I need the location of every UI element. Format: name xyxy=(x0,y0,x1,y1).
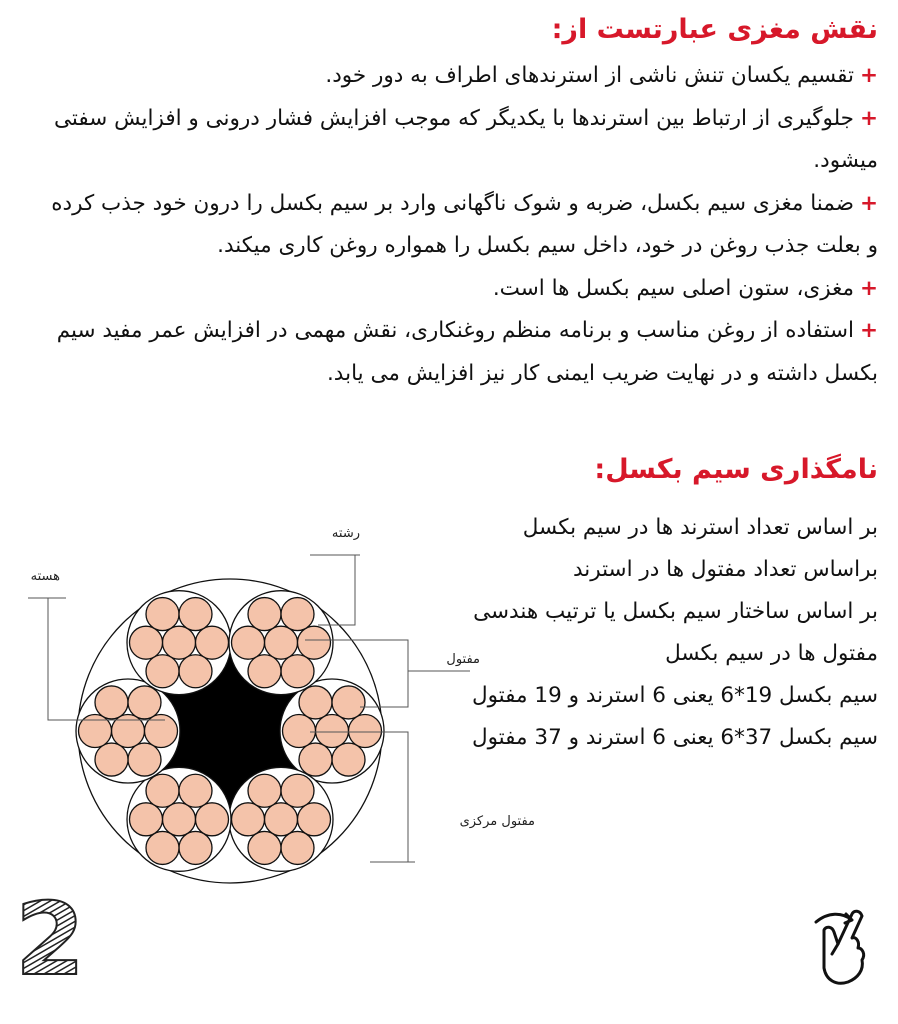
list-item-text: تقسیم یکسان تنش ناشی از استرندهای اطراف به دور خود. xyxy=(325,63,854,88)
wire xyxy=(128,743,161,776)
wire xyxy=(248,831,281,864)
plus-icon: + xyxy=(859,63,878,88)
wire xyxy=(79,715,112,748)
page-number-2-icon xyxy=(14,898,86,978)
wire-rope-cross-section-diagram xyxy=(0,505,560,885)
wire xyxy=(281,655,314,688)
list-item-text: مغزی، ستون اصلی سیم بکسل ها است. xyxy=(492,275,854,301)
naming-item: براساس تعداد مفتول ها در استرند xyxy=(572,557,878,582)
wire xyxy=(146,655,179,688)
wire xyxy=(130,803,163,836)
list-item xyxy=(48,310,878,395)
label-core: هسته xyxy=(30,569,60,584)
list-item xyxy=(48,268,878,311)
list-item-text: جلوگیری از ارتباط بین استرندها با یکدیگر که موجب افزایش فشار درونی و افزایش سفتی میشود. xyxy=(53,105,878,173)
wire xyxy=(281,831,314,864)
wire xyxy=(332,686,365,719)
wire xyxy=(265,626,298,659)
section-title-core-role: نقش مغزی عبارتست از: xyxy=(551,14,878,45)
wire xyxy=(179,655,212,688)
plus-icon: + xyxy=(859,190,878,216)
wire xyxy=(232,803,265,836)
wire xyxy=(232,626,265,659)
section-title-naming: نامگذاری سیم بکسل: xyxy=(594,454,878,485)
wire xyxy=(281,598,314,631)
wire xyxy=(179,774,212,807)
wire xyxy=(299,743,332,776)
naming-item: سیم بکسل 19*6 یعنی 6 استرند و 19 مفتول xyxy=(471,683,878,708)
wire xyxy=(298,803,331,836)
wire xyxy=(146,598,179,631)
naming-item: بر اساس ساختار سیم بکسل یا ترتیب هندسی مفتول ها در سیم بکسل xyxy=(473,599,878,666)
wire xyxy=(196,803,229,836)
wire xyxy=(283,715,316,748)
wire xyxy=(248,598,281,631)
wire xyxy=(145,715,178,748)
core-role-list xyxy=(48,55,878,395)
naming-item: سیم بکسل 37*6 یعنی 6 استرند و 37 مفتول xyxy=(471,725,878,750)
wire xyxy=(349,715,382,748)
wire xyxy=(281,774,314,807)
plus-icon: + xyxy=(859,275,878,301)
label-wire: مفتول xyxy=(446,652,480,667)
wire xyxy=(299,686,332,719)
wire xyxy=(112,715,145,748)
wire xyxy=(95,743,128,776)
label-strand: رشته xyxy=(331,526,360,541)
wire xyxy=(316,715,349,748)
wire xyxy=(146,831,179,864)
plus-icon: + xyxy=(859,105,878,131)
wire xyxy=(179,831,212,864)
wire xyxy=(146,774,179,807)
wire xyxy=(265,803,298,836)
wire xyxy=(298,626,331,659)
wire xyxy=(163,626,196,659)
list-item xyxy=(48,183,878,268)
list-item xyxy=(48,98,878,183)
wire xyxy=(248,774,281,807)
list-item-text: ضمنا مغزی سیم بکسل، ضربه و شوک ناگهانی وارد بر سیم بکسل را درون خود جذب کرده و بعلت جذب روغن در خود، داخل سیم بکسل را همواره روغن کاری میکند. xyxy=(51,190,878,258)
wire xyxy=(196,626,229,659)
wire xyxy=(332,743,365,776)
wire xyxy=(95,686,128,719)
list-item-text: استفاده از روغن مناسب و برنامه منظم روغنکاری، نقش مهمی در افزایش عمر مفید سیم بکسل داشته و در نهایت ضریب ایمنی کار نیز افزایش می یابد. xyxy=(56,318,878,386)
wire xyxy=(163,803,196,836)
wire xyxy=(130,626,163,659)
list-item xyxy=(48,55,878,98)
label-center-wire: مفتول مرکزی xyxy=(459,814,535,829)
wire xyxy=(128,686,161,719)
naming-item: بر اساس تعداد استرند ها در سیم بکسل xyxy=(522,515,878,540)
page-number: 2 xyxy=(15,898,85,978)
plus-icon: + xyxy=(859,318,878,343)
wire xyxy=(248,655,281,688)
swipe-hand-icon xyxy=(812,908,882,988)
wire xyxy=(179,598,212,631)
